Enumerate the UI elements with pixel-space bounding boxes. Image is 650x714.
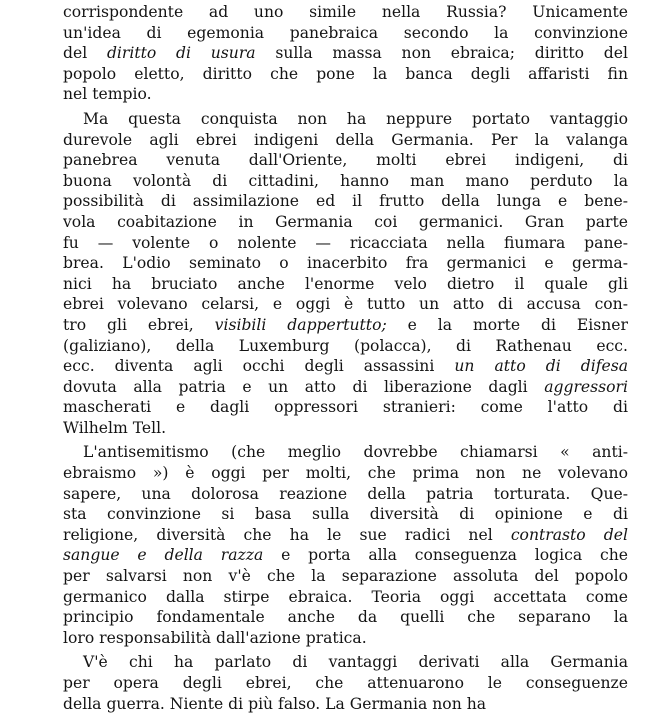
paragraph: [63, 652, 628, 714]
text-line: [63, 587, 628, 608]
text-run: loro responsabilità dall'azione pratica.: [63, 628, 367, 647]
text-line: [63, 64, 628, 85]
text-line: [63, 397, 628, 418]
text-line: [63, 233, 628, 254]
paragraph: [63, 2, 628, 105]
text-run: germanico dalla stirpe ebraica. Teoria oggi accettata come: [63, 587, 628, 606]
text-line: [63, 171, 628, 192]
text-line: [63, 23, 628, 44]
text-run: Ma questa conquista non ha neppure portato vantaggio: [83, 109, 628, 128]
text-run: brea. L'odio seminato o inacerbito fra germanici e germa-: [63, 254, 628, 273]
text-run: sulla massa non ebraica; diritto del: [255, 44, 628, 63]
text-line: [63, 315, 628, 336]
italic-text: aggressori: [544, 377, 628, 396]
text-run: principio fondamentale anche da quelli che separano la: [63, 608, 628, 627]
text-line: [63, 694, 628, 714]
text-run: e la morte di Eisner: [386, 315, 628, 334]
text-line: [63, 356, 628, 377]
text-run: fu — volente o nolente — ricacciata nella fiumara pane-: [63, 233, 628, 252]
text-run: ebraismo ») è oggi per molti, che prima non ne volevano: [63, 464, 628, 483]
text-line: [63, 673, 628, 694]
text-line: [63, 628, 628, 649]
text-run: tro gli ebrei,: [63, 315, 215, 334]
text-run: nel tempio.: [63, 85, 152, 104]
text-run: sapere, una dolorosa reazione della patria torturata. Que-: [63, 484, 628, 503]
text-line: [63, 336, 628, 357]
text-run: buona volontà di cittadini, hanno man mano perduto la: [63, 171, 628, 190]
text-run: possibilità di assimilazione ed il frutto della lunga e bene-: [63, 192, 628, 211]
text-run: corrispondente ad uno simile nella Russia? Unicamente: [63, 3, 628, 21]
text-run: dovuta alla patria e un atto di liberazione dagli: [63, 377, 545, 396]
text-line: [63, 525, 628, 546]
text-run: del: [63, 44, 107, 63]
text-line: [63, 130, 628, 151]
text-line: [63, 191, 628, 212]
text-line: [63, 545, 628, 566]
text-line: [63, 463, 628, 484]
text-run: V'è chi ha parlato di vantaggi derivati alla Germania: [83, 653, 628, 672]
paragraph: [63, 109, 628, 439]
text-line: [63, 43, 628, 64]
italic-text: sangue e della razza: [63, 546, 264, 565]
text-line: [63, 442, 628, 463]
text-run: per opera degli ebrei, che attenuarono le conseguenze: [63, 674, 628, 692]
text-run: nici ha bruciato anche l'enorme velo dietro il quale gli: [63, 274, 628, 293]
italic-text: visibili dappertutto;: [214, 315, 387, 334]
text-line: [63, 109, 628, 130]
text-run: popolo eletto, diritto che pone la banca degli affaristi fin: [63, 64, 628, 83]
text-run: ecc. diventa agli occhi degli assassini: [63, 357, 455, 376]
text-line: [63, 504, 628, 525]
text-run: L'antisemitismo (che meglio dovrebbe chiamarsi « anti-: [83, 443, 628, 462]
text-line: [63, 484, 628, 505]
text-line: [63, 212, 628, 233]
text-run: ebrei volevano celarsi, e oggi è tutto un atto di accusa con-: [63, 295, 628, 314]
text-line: [63, 294, 628, 315]
text-run: religione, diversità che ha le sue radici nel: [63, 525, 511, 544]
text-run: (galiziano), della Luxemburg (polacca), di Rathenau ecc.: [63, 336, 628, 355]
text-line: [63, 418, 628, 439]
text-line: [63, 150, 628, 171]
italic-text: contrasto del: [510, 525, 628, 544]
italic-text: diritto di usura: [106, 44, 256, 63]
text-line: [63, 2, 628, 23]
text-run: e porta alla conseguenza logica che: [263, 546, 628, 565]
text-run: della guerra. Niente di più falso. La Germania non ha: [63, 694, 487, 713]
text-line: [63, 607, 628, 628]
text-run: per salvarsi non v'è che la separazione assoluta del popolo: [63, 567, 628, 586]
text-run: vola coabitazione in Germania coi germanici. Gran parte: [63, 212, 628, 231]
text-run: un'idea di egemonia panebraica secondo la convinzione: [63, 23, 628, 42]
text-line: [63, 377, 628, 398]
text-line: [63, 566, 628, 587]
text-line: [63, 274, 628, 295]
text-line: [63, 84, 628, 105]
paragraph: [63, 442, 628, 648]
text-run: durevole agli ebrei indigeni della Germania. Per la valanga: [63, 130, 628, 149]
text-run: sta convinzione si basa sulla diversità di opinione e di: [63, 505, 628, 524]
text-run: mascherati e dagli oppressori stranieri: come l'atto di: [63, 398, 628, 417]
text-run: Wilhelm Tell.: [63, 418, 167, 437]
text-line: [63, 253, 628, 274]
italic-text: un atto di difesa: [454, 357, 628, 376]
text-run: panebrea venuta dall'Oriente, molti ebrei indigeni, di: [63, 151, 628, 170]
